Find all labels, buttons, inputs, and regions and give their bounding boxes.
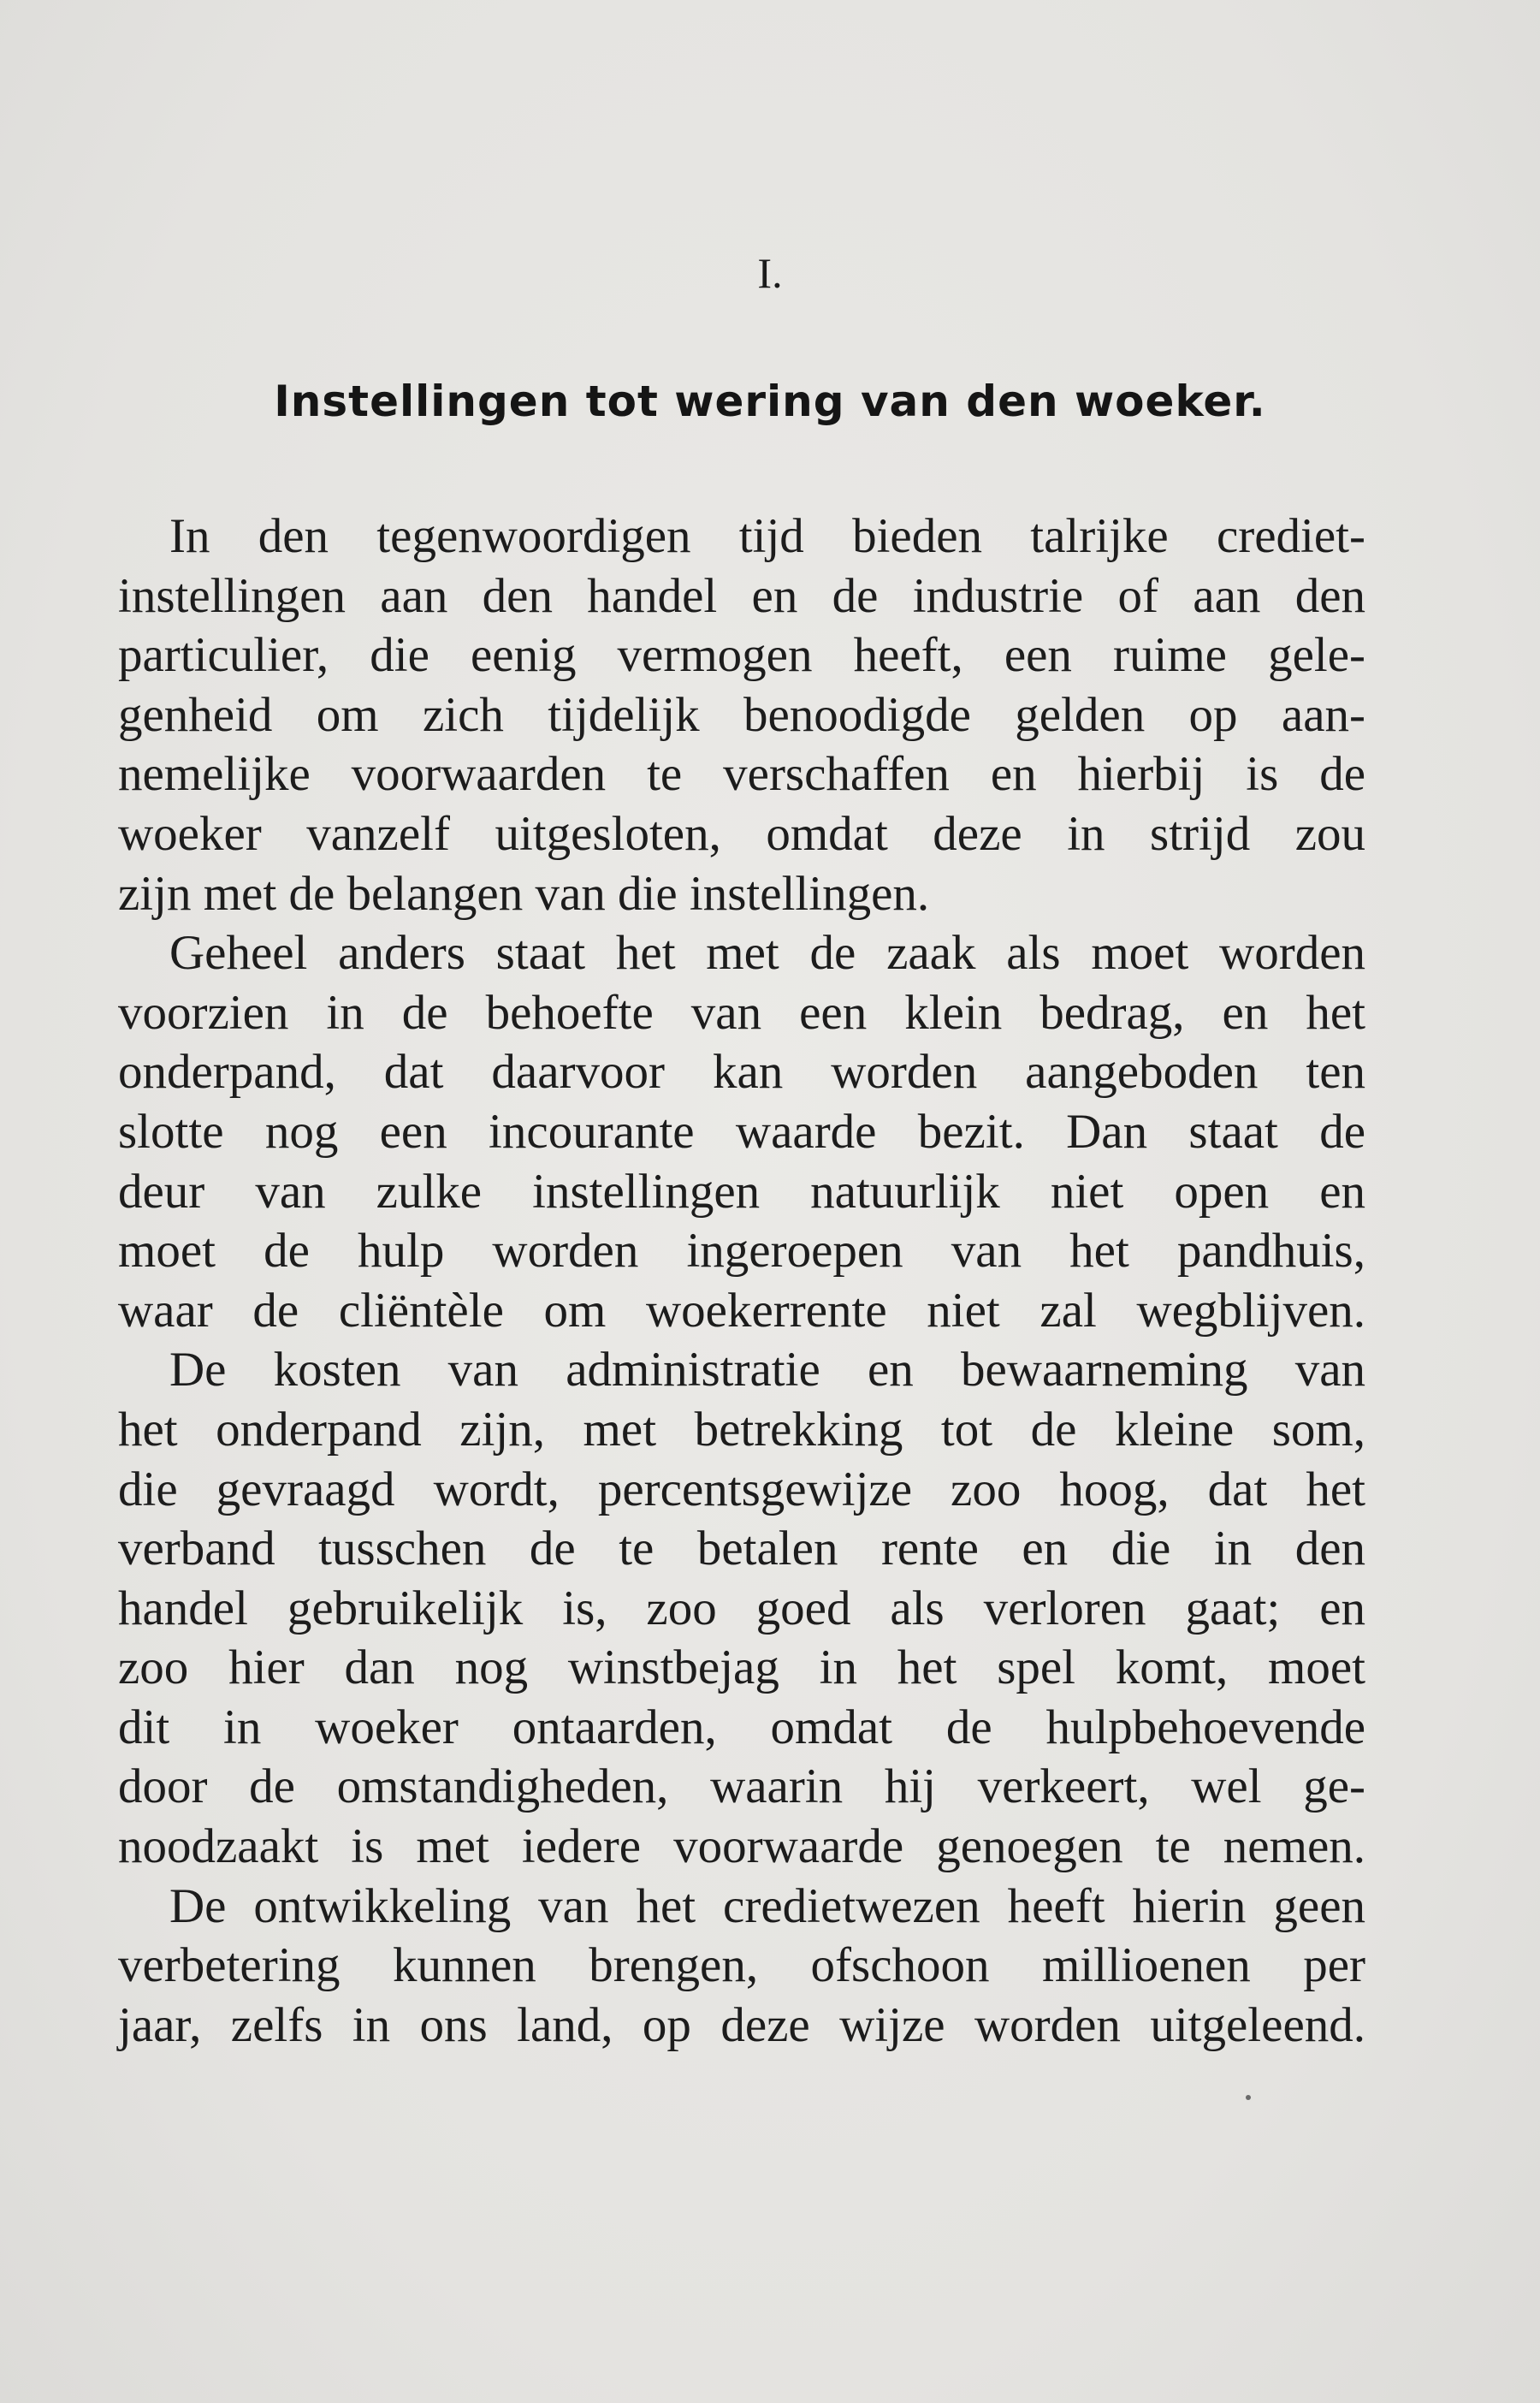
text-line: waar de cliëntèle om woekerrente niet zal wegblijven.	[118, 1283, 1365, 1338]
text-line: woeker vanzelf uitgesloten, omdat deze in strijd zou	[118, 806, 1365, 861]
text-line: slotte nog een incourante waarde bezit. Dan staat de	[118, 1104, 1365, 1159]
chapter-number: I.	[757, 249, 783, 297]
ink-speck	[1246, 2095, 1251, 2100]
text-line: verbetering kunnen brengen, ofschoon millioenen per	[118, 1938, 1365, 1993]
text-line: het onderpand zijn, met betrekking tot de kleine som,	[118, 1402, 1365, 1457]
text-line: deur van zulke instellingen natuurlijk niet open en	[118, 1164, 1365, 1219]
text-line: door de omstandigheden, waarin hij verkeert, wel ge-	[118, 1759, 1365, 1814]
text-line: instellingen aan den handel en de industrie of aan den	[118, 568, 1365, 623]
text-line: jaar, zelfs in ons land, op deze wijze worden uitgeleend.	[118, 1997, 1365, 2052]
paragraph	[118, 1877, 1365, 2056]
body-text	[118, 507, 1365, 2055]
paragraph	[118, 1340, 1365, 1876]
text-line: Geheel anders staat het met de zaak als moet worden	[169, 926, 1365, 981]
text-line: handel gebruikelijk is, zoo goed als verloren gaat; en	[118, 1581, 1365, 1635]
text-line: noodzaakt is met iedere voorwaarde genoegen te nemen.	[118, 1819, 1365, 1874]
text-line: zijn met de belangen van die instellingen.	[118, 866, 930, 921]
text-line: die gevraagd wordt, percentsgewijze zoo hoog, dat het	[118, 1462, 1365, 1516]
text-line: De kosten van administratie en bewaarneming van	[169, 1343, 1365, 1397]
paragraph	[118, 507, 1365, 923]
chapter-title: Instellingen tot wering van den woeker.	[274, 377, 1266, 426]
text-line: onderpand, dat daarvoor kan worden aangeboden ten	[118, 1045, 1365, 1100]
text-line: In den tegenwoordigen tijd bieden talrijke crediet-	[169, 509, 1365, 563]
paragraph	[118, 923, 1365, 1340]
text-line: De ontwikkeling van het credietwezen heeft hierin geen	[169, 1878, 1365, 1933]
text-line: verband tusschen de te betalen rente en die in den	[118, 1522, 1365, 1576]
text-line: genheid om zich tijdelijk benoodigde gelden op aan-	[118, 687, 1365, 742]
text-line: particulier, die eenig vermogen heeft, een ruime gele-	[118, 628, 1365, 683]
text-line: moet de hulp worden ingeroepen van het pandhuis,	[118, 1224, 1365, 1279]
text-line: voorzien in de behoefte van een klein bedrag, en het	[118, 985, 1365, 1040]
text-line: zoo hier dan nog winstbejag in het spel komt, moet	[118, 1641, 1365, 1695]
text-line: nemelijke voorwaarden te verschaffen en hierbij is de	[118, 747, 1365, 802]
text-line: dit in woeker ontaarden, omdat de hulpbehoevende	[118, 1700, 1365, 1754]
